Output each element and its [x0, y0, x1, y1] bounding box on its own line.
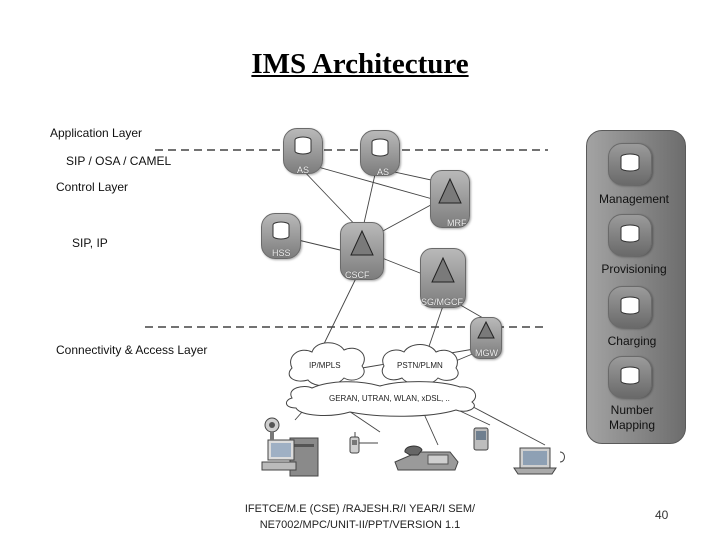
as-node-1-label: AS	[297, 165, 310, 175]
ip-mpls-label: IP/MPLS	[309, 361, 341, 370]
charging-node[interactable]	[608, 286, 652, 328]
mgw-node[interactable]	[470, 317, 502, 359]
number-mapping-node[interactable]	[608, 356, 652, 398]
cscf-node[interactable]	[340, 222, 384, 280]
footer-line-1: IFETCE/M.E (CSE) /RAJESH.R/I YEAR/I SEM/	[244, 503, 476, 515]
sg-mgcf-label: SG/MGCF	[421, 297, 463, 307]
link-cscf-ipmpls	[320, 270, 360, 352]
mobile-device	[350, 432, 378, 453]
laptop-device	[514, 448, 565, 474]
hss-label: HSS	[272, 248, 291, 258]
connectivity-layer-label: Connectivity & Access Layer	[56, 343, 208, 357]
hss-node[interactable]	[261, 213, 301, 259]
pc-device	[262, 418, 318, 476]
sg-mgcf-node[interactable]	[420, 248, 466, 308]
database-icon	[609, 287, 651, 323]
number-mapping-label-line2: Mapping	[608, 418, 656, 432]
database-icon	[609, 215, 651, 251]
management-label: Management	[598, 192, 670, 206]
footer-line-2: NE7002/MPC/UNIT-II/PPT/VERSION 1.1	[259, 519, 461, 531]
database-icon	[609, 144, 651, 180]
pda-device	[474, 428, 488, 450]
triangle-icon	[341, 223, 383, 263]
pstn-plmn-label: PSTN/PLMN	[397, 361, 443, 370]
application-layer-label: Application Layer	[50, 126, 143, 140]
mrf-label: MRF	[447, 218, 467, 228]
management-node[interactable]	[608, 143, 652, 185]
triangle-icon	[431, 171, 469, 211]
triangle-icon	[471, 318, 501, 346]
page-title: IMS Architecture	[251, 48, 469, 80]
database-icon	[361, 131, 399, 161]
database-icon	[609, 357, 651, 393]
control-layer-label: Control Layer	[56, 180, 129, 194]
application-protocols-label: SIP / OSA / CAMEL	[66, 154, 172, 168]
mgw-label: MGW	[475, 348, 498, 358]
cscf-label: CSCF	[345, 270, 370, 280]
number-mapping-label-line1: Number	[610, 403, 654, 417]
triangle-icon	[421, 249, 465, 289]
charging-label: Charging	[607, 334, 657, 348]
link-hss-cscf	[298, 240, 340, 250]
access-networks-label: GERAN, UTRAN, WLAN, xDSL, ..	[329, 394, 450, 403]
footer	[235, 501, 485, 533]
database-icon	[284, 129, 322, 159]
control-protocols-label: SIP, IP	[72, 236, 108, 250]
link-cscf-sgmgcf	[382, 258, 425, 275]
database-icon	[262, 214, 300, 244]
as-node-2-label: AS	[377, 167, 390, 177]
provisioning-node[interactable]	[608, 214, 652, 256]
page-number: 40	[655, 508, 669, 522]
provisioning-label: Provisioning	[601, 262, 667, 276]
telephone-device	[395, 446, 458, 470]
as-node-2[interactable]	[360, 130, 400, 176]
mrf-node[interactable]	[430, 170, 470, 228]
as-node-1[interactable]	[283, 128, 323, 174]
